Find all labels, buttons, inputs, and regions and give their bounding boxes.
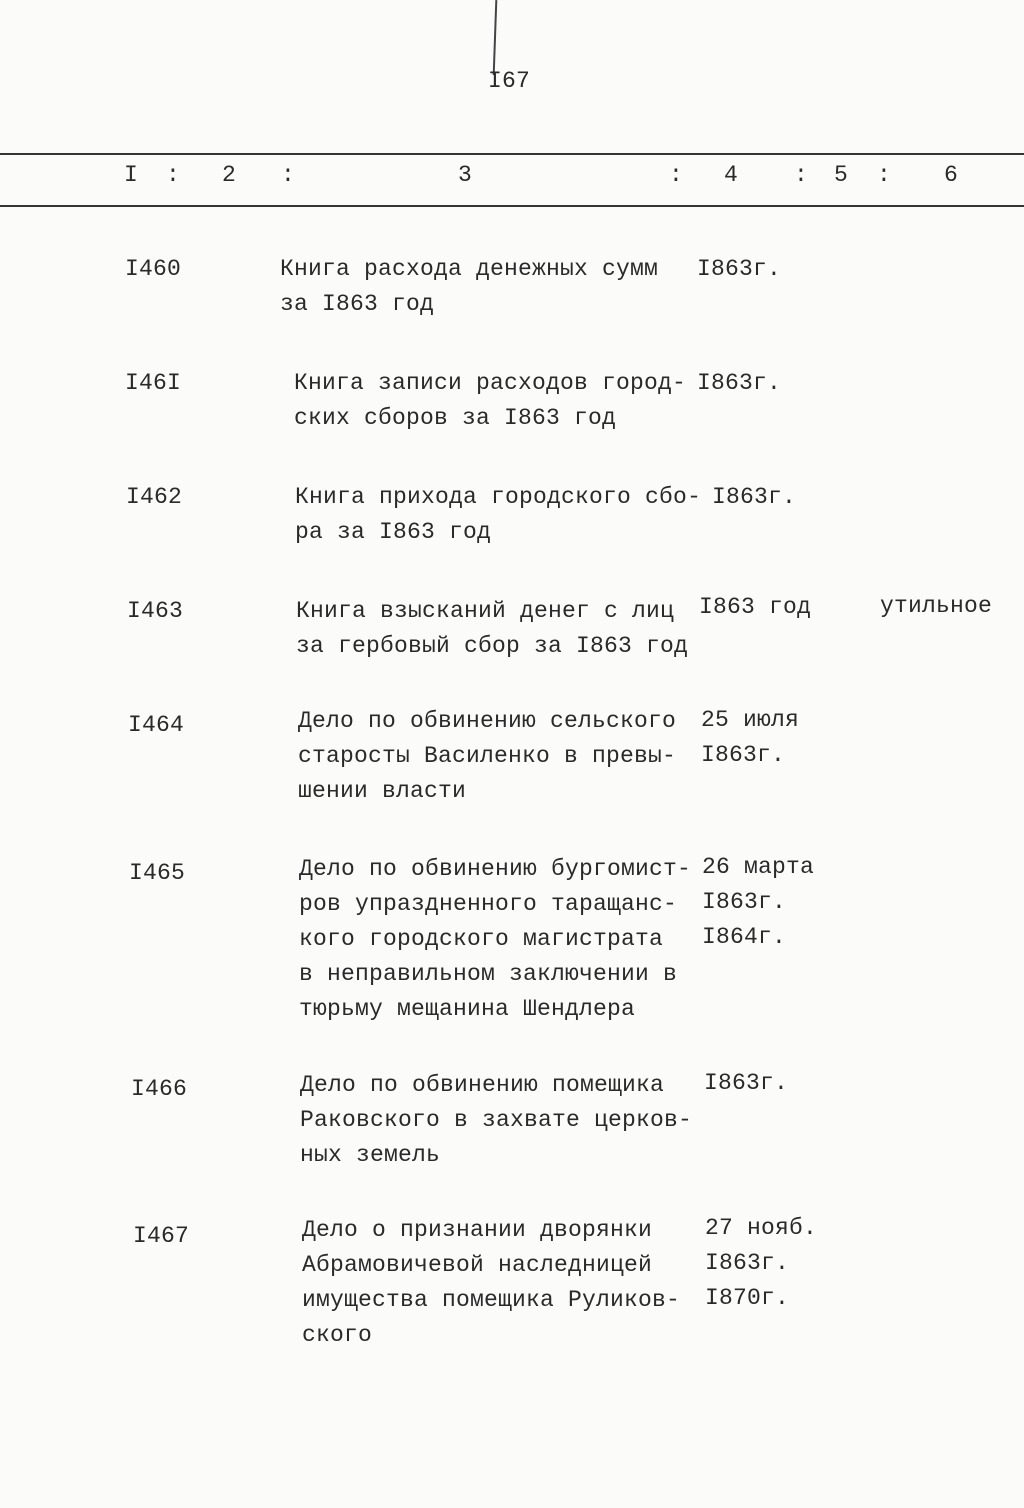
column-header-2: 2 (222, 162, 237, 188)
description-line: имущества помещика Руликов- (302, 1287, 681, 1313)
description-line: Дело по обвинению бургомист- (299, 856, 692, 882)
description-line: шении власти (298, 778, 467, 804)
entry-dates (697, 252, 781, 287)
description-line: ра за I863 год (295, 519, 492, 545)
entry-description (298, 704, 676, 809)
column-separator: : (794, 162, 809, 188)
column-header-6: 6 (944, 162, 959, 188)
entry-number: I465 (129, 860, 186, 886)
entry-number: I466 (131, 1076, 188, 1102)
date-line: I863г. (701, 742, 786, 768)
date-line: I863г. (704, 1070, 789, 1096)
entry-description (300, 1068, 692, 1173)
entry-description (302, 1213, 680, 1353)
date-line: 26 марта (702, 854, 815, 880)
column-separator: : (166, 162, 181, 188)
column-header-4: 4 (724, 162, 739, 188)
description-line: Дело по обвинению помещика (300, 1072, 665, 1098)
entry-description (295, 480, 701, 550)
entry-note: утильное (880, 593, 993, 619)
entry-dates (701, 703, 799, 773)
column-header-1: I (124, 162, 139, 188)
column-separator: : (877, 162, 892, 188)
description-line: тюрьму мещанина Шендлера (299, 996, 636, 1022)
description-line: Книга записи расходов город- (294, 370, 687, 396)
date-line: I864г. (702, 924, 787, 950)
entry-number: I467 (133, 1223, 190, 1249)
description-line: ских сборов за I863 год (294, 405, 617, 431)
column-separator: : (669, 162, 684, 188)
date-line: I863г. (712, 484, 797, 510)
entry-dates (702, 850, 814, 955)
entry-description (280, 252, 658, 322)
date-line: I863г. (697, 256, 782, 282)
description-line: Абрамовичевой наследницей (302, 1252, 653, 1278)
page-number: I67 (488, 68, 531, 94)
description-line: Книга взысканий денег с лиц (296, 598, 675, 624)
date-line: I863г. (697, 370, 782, 396)
entry-number: I462 (126, 484, 183, 510)
description-line: кого городского магистрата (299, 926, 664, 952)
description-line: Дело о признании дворянки (302, 1217, 653, 1243)
description-line: ных земель (300, 1142, 441, 1168)
description-line: за I863 год (280, 291, 435, 317)
entry-dates (697, 366, 781, 401)
entry-number: I46I (125, 370, 182, 396)
entry-description (294, 366, 686, 436)
description-line: за гербовый сбор за I863 год (296, 633, 689, 659)
entry-number: I460 (125, 256, 182, 282)
entry-dates (704, 1066, 788, 1101)
column-separator: : (281, 162, 296, 188)
description-line: Дело по обвинению сельского (298, 708, 677, 734)
entry-description (296, 594, 688, 664)
description-line: Раковского в захвате церков- (300, 1107, 693, 1133)
date-line: I863г. (705, 1250, 790, 1276)
entry-number: I464 (128, 712, 185, 738)
entry-description (299, 852, 691, 1027)
entry-dates (712, 480, 796, 515)
date-line: I863 год (699, 594, 812, 620)
description-line: старосты Василенко в превы- (298, 743, 677, 769)
date-line: I863г. (702, 889, 787, 915)
description-line: в неправильном заключении в (299, 961, 678, 987)
description-line: ров упраздненного таращанс- (299, 891, 678, 917)
description-line: Книга прихода городского сбо- (295, 484, 702, 510)
entry-dates (705, 1211, 817, 1316)
column-header-3: 3 (458, 162, 473, 188)
description-line: ского (302, 1322, 373, 1348)
header-bottom-rule (0, 205, 1024, 207)
column-header-5: 5 (834, 162, 849, 188)
date-line: 27 нояб. (705, 1215, 818, 1241)
description-line: Книга расхода денежных сумм (280, 256, 659, 282)
date-line: I870г. (705, 1285, 790, 1311)
date-line: 25 июля (701, 707, 800, 733)
entry-dates (699, 590, 811, 625)
entry-number: I463 (127, 598, 184, 624)
header-top-rule (0, 153, 1024, 155)
